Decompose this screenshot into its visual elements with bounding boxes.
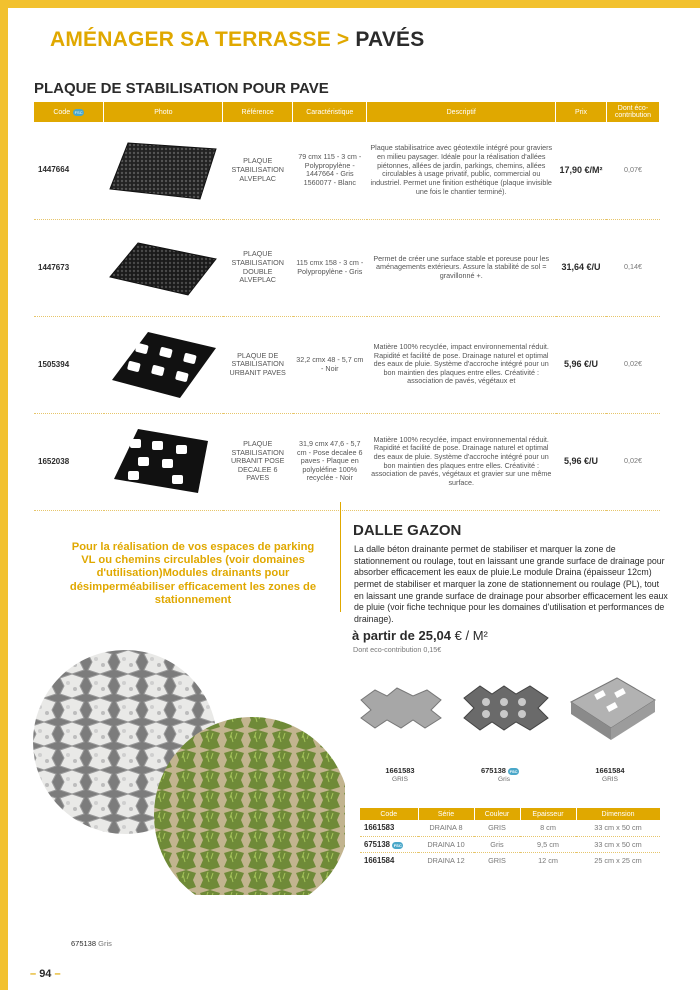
row-characteristic: 32,2 cmx 48 - 5,7 cm - Noir: [293, 316, 367, 413]
row-code: 1505394: [34, 316, 104, 413]
row-eco: 0,02€: [606, 316, 659, 413]
table-row: [34, 316, 660, 413]
top-accent-bar: [0, 0, 700, 8]
spec-dimension: 33 cm x 50 cm: [576, 836, 660, 852]
spec-dimension: 33 cm x 50 cm: [594, 823, 642, 833]
grass-paving-photo: [30, 650, 345, 895]
row-description: Plaque stabilisatrice avec géotextile intégré pour graviers en milieu paysager. Idéale pour la réalisation d'allées piétonnes, allées de jardin, parkings, chemins, allées circulables à usage privatif, public, commercial ou industriel. Permet une finition esthétique (plaque invisible une fois le chantier terminé).: [367, 122, 556, 219]
divider-line: [340, 502, 341, 612]
header-separator: >: [336, 28, 350, 51]
col-code: Code FSC: [34, 102, 104, 122]
price-value: 25,04: [418, 628, 452, 643]
block-code: 675138 FSC: [480, 766, 518, 775]
col-description: Descriptif: [367, 102, 556, 122]
urbanit-decale-image: [108, 427, 218, 497]
header-title: AMÉNAGER SA TERRASSE: [50, 28, 331, 51]
row-description: Permet de créer une surface stable et poreuse pour les aménagements extérieurs. Assure la stabilité de sol = gravillonné +.: [367, 219, 556, 316]
row-photo: [104, 316, 223, 413]
col-photo: Photo: [104, 102, 223, 122]
row-description: Matière 100% recyclée, impact environnemental réduit. Rapidité et facilité de pose. Drainage naturel et optimal des eaux de pluie. Système d'accroche intégré pour un bon maintien des plaques entre elles. Créativité : association de pavés, végétaux et: [367, 316, 556, 413]
row-photo: [104, 122, 223, 219]
double-alveplac-image: [108, 237, 218, 299]
price-unit: € / M²: [454, 628, 488, 643]
product-table: [34, 102, 660, 511]
row-characteristic: 79 cmx 115 - 3 cm - Polypropylène - 1447664 - Gris 1560077 - Blanc: [293, 122, 367, 219]
table-header-row: [34, 102, 660, 122]
spec-col-dimension: Dimension: [576, 808, 660, 820]
page-number: – 94 –: [30, 968, 61, 980]
row-price: 5,96 €/U: [556, 413, 607, 510]
row-description: Matière 100% recyclée, impact environnemental réduit. Rapidité et facilité de pose. Drainage naturel et optimal des eaux de pluie. Système d'accroche intégré pour un bon maintien des plaques entre elles. Créativité : association de pavés, végétaux et gravier sur une même surface.: [367, 413, 556, 510]
block-draina12-image: [565, 672, 657, 742]
photo-caption: 675138 Gris: [71, 939, 112, 948]
spec-header-row: [360, 808, 660, 820]
section-title: PLAQUE DE STABILISATION POUR PAVE: [34, 80, 329, 97]
spec-table: [360, 808, 661, 868]
row-code: 1447673: [34, 219, 104, 316]
spec-dimension: 25 cm x 25 cm: [576, 852, 660, 868]
row-code: 1652038: [34, 413, 104, 510]
spec-serie: DRAINA 10: [418, 836, 474, 852]
spec-epaisseur: 8 cm: [540, 823, 556, 833]
spec-row: [360, 820, 660, 836]
row-reference: PLAQUE STABILISATION URBANIT POSE DECALEE 6 PAVES: [223, 413, 293, 510]
urbanit-paves-image: [108, 330, 218, 400]
row-reference: PLAQUE STABILISATION DOUBLE ALVEPLAC: [223, 219, 293, 316]
spec-col-couleur: Couleur: [474, 808, 520, 820]
row-eco: 0,02€: [606, 413, 659, 510]
row-eco: 0,14€: [606, 219, 659, 316]
row-photo: [104, 413, 223, 510]
block-color: Gris: [498, 776, 510, 783]
spec-row: [360, 852, 660, 868]
col-reference: Référence: [223, 102, 293, 122]
row-characteristic: 115 cmx 158 - 3 cm - Polypropylène - Gris: [293, 219, 367, 316]
spec-code: 675138 FSC: [360, 836, 418, 852]
block-code: 1661584: [595, 766, 625, 775]
col-price: Prix: [556, 102, 607, 122]
row-reference: PLAQUE DE STABILISATION URBANIT PAVES: [223, 316, 293, 413]
block-color: GRIS: [392, 776, 408, 783]
spec-code: 1661583: [364, 823, 395, 833]
spec-col-serie: Série: [418, 808, 474, 820]
dalle-price: [352, 628, 488, 643]
col-eco: Dont éco-contribution: [606, 102, 659, 122]
spec-epaisseur: 9,5 cm: [520, 836, 576, 852]
table-row: [34, 122, 660, 219]
alveplac-grid-image: [108, 139, 218, 201]
spec-row: [360, 836, 660, 852]
spec-serie: DRAINA 12: [418, 852, 474, 868]
dalle-description: La dalle béton drainante permet de stabiliser et marquer la zone de stationnement ou roulage, tout en laissant une grande surface de drainage pour absorber efficacement les eaux de pluie.Le module Draina (épaisseur 12cm) permet de stabiliser et marquer la zone de stationnement ou roulage (PL), tout en laissant une grande surface de drainage pour absorber efficacement les eaux de pluie (voir fiche technique pour les domaines d'utilisation et performances de drainage).: [354, 544, 668, 625]
col-characteristic: Caractéristique: [293, 102, 367, 122]
block-color: GRIS: [602, 776, 618, 783]
left-accent-bar: [0, 0, 8, 990]
block-draina8-image: [357, 682, 443, 730]
row-characteristic: 31,9 cmx 47,6 - 5,7 cm - Pose decalee 6 paves - Plaque en polyoléfine 100% recyclée - Noir: [293, 413, 367, 510]
spec-code: 1661584: [360, 852, 418, 868]
block-draina10-image: [458, 680, 552, 732]
spec-epaisseur: 12 cm: [520, 852, 576, 868]
spec-couleur: Gris: [474, 836, 520, 852]
spec-col-epaisseur: Epaisseur: [520, 808, 576, 820]
spec-couleur: GRIS: [474, 852, 520, 868]
row-price: 31,64 €/U: [556, 219, 607, 316]
dalle-title: DALLE GAZON: [353, 522, 462, 539]
header-subtitle: PAVÉS: [355, 28, 425, 51]
row-eco: 0,07€: [606, 122, 659, 219]
table-row: [34, 219, 660, 316]
row-code: 1447664: [34, 122, 104, 219]
spec-couleur: GRIS: [488, 823, 506, 833]
price-prefix: à partir de: [352, 628, 415, 643]
eco-badge-icon: FSC: [74, 109, 83, 115]
block-code: 1661583: [385, 766, 415, 775]
row-price: 17,90 €/M²: [556, 122, 607, 219]
spec-col-code: Code: [360, 808, 418, 820]
row-price: 5,96 €/U: [556, 316, 607, 413]
eco-badge-icon: FSC: [509, 769, 518, 774]
page-header: [50, 28, 424, 52]
row-photo: [104, 219, 223, 316]
eco-badge-icon: FSC: [393, 842, 402, 848]
table-row: [34, 413, 660, 510]
row-reference: PLAQUE STABILISATION ALVEPLAC: [223, 122, 293, 219]
spec-serie: DRAINA 8: [429, 823, 463, 833]
usage-note: Pour la réalisation de vos espaces de parking VL ou chemins circulables (voir domaines d'utilisation)Modules drainants pour désimperméabiliser efficacement les zones de stationnement: [69, 541, 317, 606]
dalle-eco: Dont eco-contribution 0,15€: [353, 645, 442, 654]
